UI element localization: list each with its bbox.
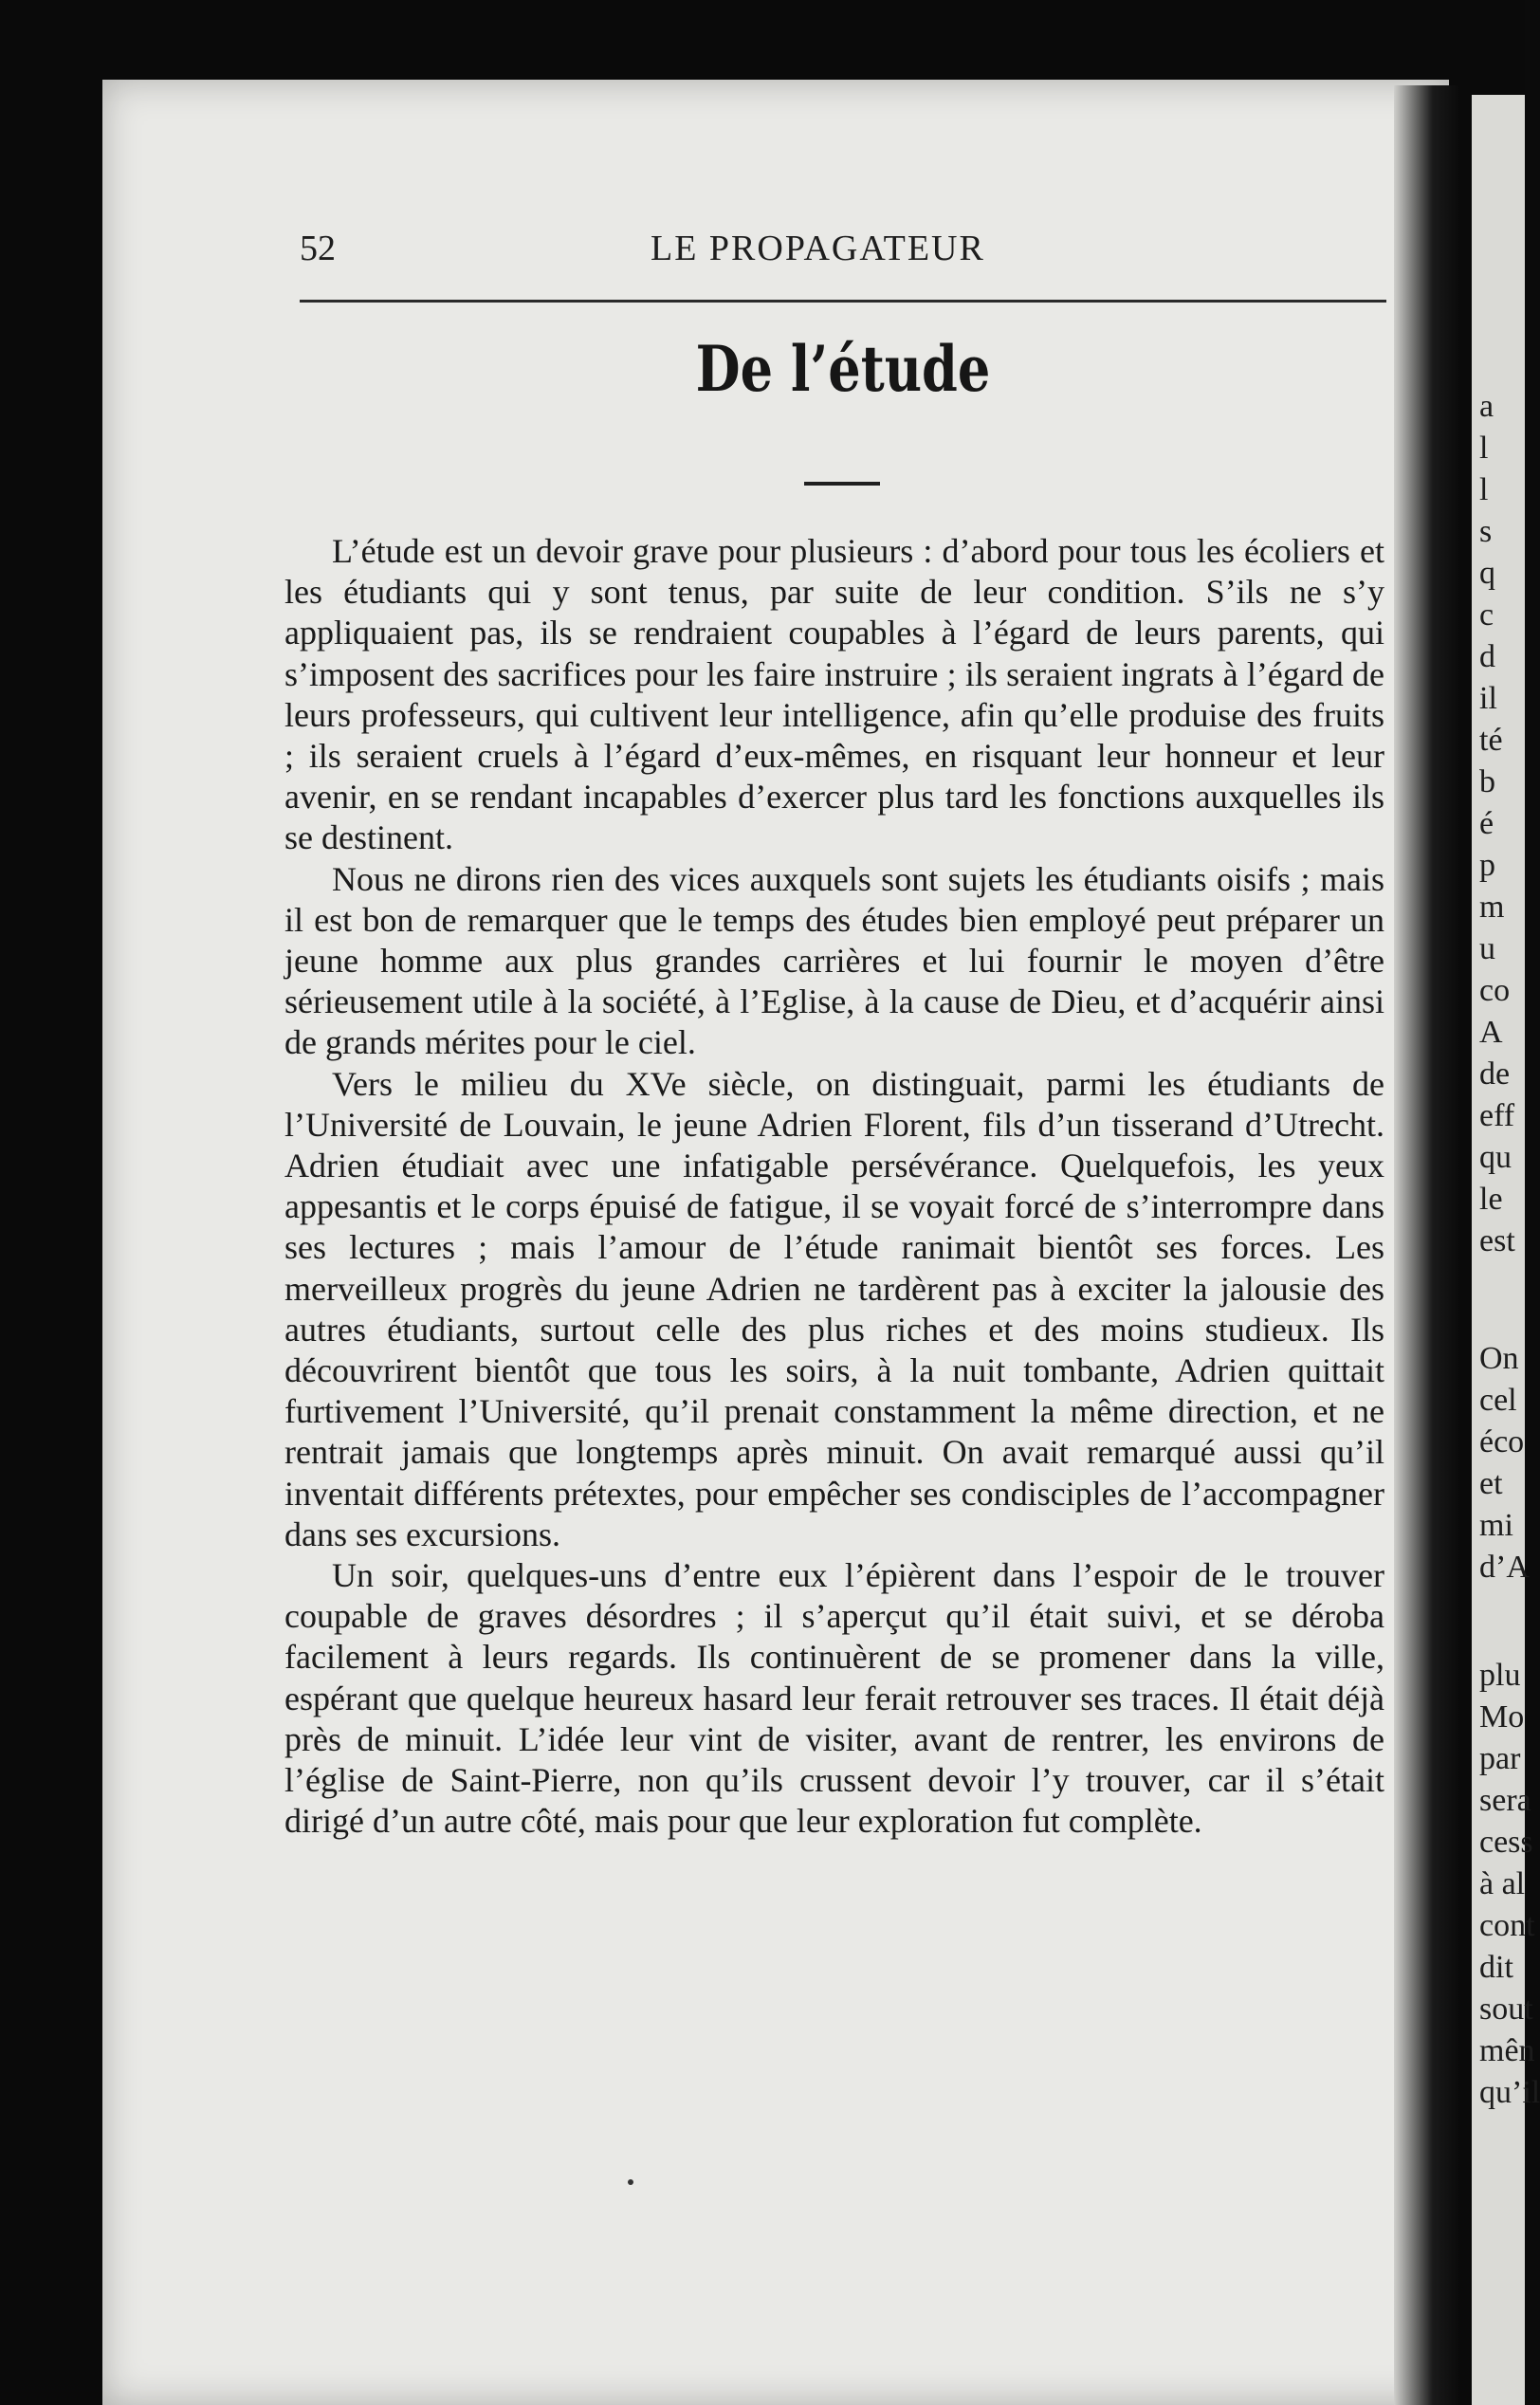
facing-page-fragment: m [1479,890,1505,925]
facing-page-fragment: mên [1479,2033,1535,2068]
facing-page-fragment: b [1479,764,1495,799]
running-head [300,228,1381,285]
ink-speck [628,2179,633,2185]
facing-page-fragment: qu’il [1479,2075,1540,2110]
paragraph: L’étude est un devoir grave pour plusieurs : d’abord pour tous les écoliers et les étudiants qui y sont tenus, par suite de leur condition. S’ils ne s’y appliquaient pas, ils se rendraient coupables à l’égard de leurs parents, qui s’imposent des sacrifices pour les faire instruire ; ils seraient ingrats à l’égard de leurs professeurs, qui cultivent leur intelligence, afin qu’elle produise des fruits ; ils seraient cruels à l’égard d’eux-mêmes, en risquant leur honneur et leur avenir, en se rendant incapables d’exercer plus tard les fonctions auxquelles ils se destinent. [284,532,1384,857]
page-number: 52 [300,229,336,268]
facing-page-fragment: p [1479,848,1495,883]
facing-page-fragment: q [1479,556,1495,591]
journal-title: LE PROPAGATEUR [651,229,985,268]
facing-page-fragment: plu [1479,1658,1521,1693]
facing-page-fragment: A [1479,1015,1503,1050]
facing-page-fragment: sout [1479,1992,1533,2027]
facing-page-fragment: et [1479,1466,1503,1501]
facing-page-fragment: cess [1479,1825,1533,1860]
facing-page-fragment: à al [1479,1866,1526,1901]
facing-page-fragment: c [1479,597,1494,633]
article-title: De l’étude [695,332,991,406]
facing-page-fragment: s [1479,514,1493,549]
facing-page-fragment: d [1479,639,1495,674]
facing-page-fragment: éco [1479,1424,1525,1460]
paragraph: Nous ne dirons rien des vices auxquels sont sujets les étudiants oisifs ; mais il est bon de remarquer que le temps des études bien employé peut préparer un jeune homme aux plus grandes carrières et lui fournir le moyen d’être sérieusement utile à la société, à l’Eglise, à la cause de Dieu, et d’acquérir ainsi de grands mérites pour le ciel. [284,859,1384,1062]
facing-page-fragment: co [1479,973,1511,1008]
article-body [284,531,1384,1843]
facing-page-fragment: té [1479,723,1503,758]
facing-page-fragment: Mo [1479,1699,1525,1735]
facing-page-fragment: mi [1479,1508,1513,1543]
book-gutter [1394,85,1458,2405]
facing-page-fragment: l [1479,472,1489,507]
facing-page-fragment: l [1479,431,1489,466]
facing-page-fragment: cont [1479,1908,1535,1943]
title-separator [804,482,880,486]
facing-page-fragment: sera [1479,1783,1531,1818]
facing-page-fragment: dit [1479,1950,1513,1985]
header-rule [300,300,1386,303]
facing-page-fragment: est [1479,1223,1515,1258]
paragraph: Un soir, quelques-uns d’entre eux l’épièrent dans l’espoir de le trouver coupable de graves désordres ; il s’aperçut qu’il était suivi, et se déroba facilement à leurs regards. Ils continuèrent de se promener dans la ville, espérant que quelque heureux hasard leur ferait retrouver ses traces. Il était déjà près de minuit. L’idée leur vint de visiter, avant de rentrer, les environs de l’église de Saint-Pierre, non qu’ils crussent devoir l’y trouver, car il s’était dirigé d’un autre côté, mais pour que leur exploration fut complète. [284,1556,1384,1841]
facing-page-fragment: é [1479,806,1494,841]
facing-page-fragment: On [1479,1341,1519,1376]
facing-page-edge [1472,95,1540,2405]
facing-page-fragment: u [1479,931,1495,966]
facing-page-fragment: le [1479,1182,1503,1217]
facing-page-fragment: cel [1479,1383,1517,1418]
facing-page-fragment: par [1479,1741,1521,1776]
facing-page-fragment: qu [1479,1140,1512,1175]
facing-page-fragment: il [1479,681,1497,716]
facing-page-fragment: de [1479,1056,1511,1092]
facing-page-fragment: a [1479,389,1494,424]
facing-page-fragment: eff [1479,1098,1515,1133]
paragraph: Vers le milieu du XVe siècle, on distinguait, parmi les étudiants de l’Université de Louvain, le jeune Adrien Florent, fils d’un tisserand d’Utrecht. Adrien étudiait avec une infatigable persévérance. Quelquefois, les yeux appesantis et le corps épuisé de fatigue, il se voyait forcé de s’interrompre dans ses lectures ; mais l’amour de l’étude ranimait bientôt ses forces. Les merveilleux progrès du jeune Adrien ne tardèrent pas à exciter la jalousie des autres étudiants, surtout celle des plus riches et des moins studieux. Ils découvrirent bientôt que tous les soirs, à la nuit tombante, Adrien quittait furtivement l’Université, qu’il prenait constamment la même direction, et ne rentrait jamais que longtemps après minuit. On avait remarqué aussi qu’il inventait différents prétextes, pour empêcher ses condisciples de l’accompagner dans ses excursions. [284,1064,1384,1553]
facing-page-fragment: d’A [1479,1550,1530,1585]
